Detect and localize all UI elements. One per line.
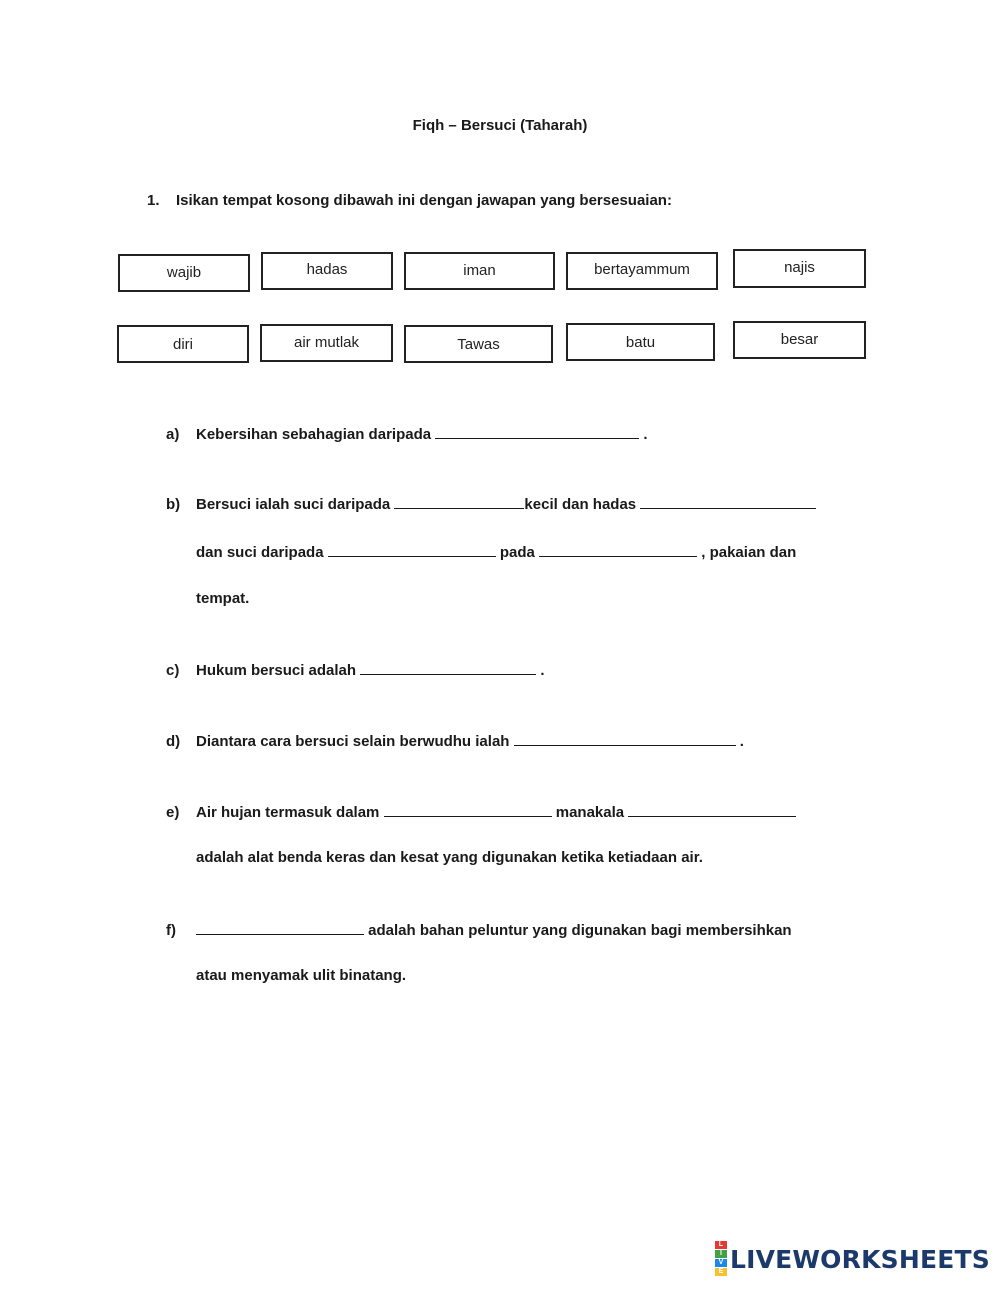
answer-blank-f1[interactable] [196,919,364,935]
question-e [166,801,796,823]
question-text: atau menyamak ulit binatang. [196,967,407,984]
word-box-bertayammum[interactable]: bertayammum [566,252,718,290]
instruction [147,192,672,209]
question-letter: b) [166,496,181,513]
question-letter: a) [166,426,180,443]
logo-letter: L [715,1241,727,1249]
question-text: . [739,733,744,750]
answer-blank-a1[interactable] [435,423,639,439]
answer-blank-c1[interactable] [360,659,536,675]
question-text: Hukum bersuci adalah [196,662,357,679]
question-a [166,423,648,445]
question-letter: c) [166,662,180,679]
question-text: adalah bahan peluntur yang digunakan bagi membersihkan [368,922,792,939]
question-text: . [643,426,648,443]
question-e-line2 [196,848,703,868]
answer-blank-b4[interactable] [539,541,697,557]
question-text: pada [499,544,535,561]
question-letter: d) [166,733,181,750]
answer-blank-e1[interactable] [384,801,552,817]
logo-letter: V [715,1259,727,1267]
question-text: kecil dan hadas [524,496,637,513]
word-box-wajib[interactable]: wajib [118,254,250,292]
question-text: Kebersihan sebahagian daripada [196,426,432,443]
answer-blank-b2[interactable] [640,493,816,509]
brand-name: LIVEWORKSHEETS [729,1244,990,1274]
word-box-iman[interactable]: iman [404,252,555,290]
instruction-number: 1. [147,192,160,209]
question-b-line3 [196,589,249,609]
answer-blank-d1[interactable] [514,730,736,746]
answer-blank-b3[interactable] [328,541,496,557]
question-b [166,493,816,515]
question-c [166,659,545,681]
answer-blank-e2[interactable] [628,801,796,817]
question-letter: f) [166,922,176,939]
answer-blank-b1[interactable] [394,493,524,509]
question-text: . [540,662,545,679]
liveworksheets-brand [715,1241,990,1277]
question-text: tempat. [196,590,250,607]
word-box-hadas[interactable]: hadas [261,252,393,290]
word-box-besar[interactable]: besar [733,321,866,359]
question-f-line2 [196,966,406,986]
question-text: Diantara cara bersuci selain berwudhu ialah [196,733,510,750]
question-f [166,919,792,941]
instruction-text: Isikan tempat kosong dibawah ini dengan jawapan yang bersesuaian: [176,192,672,209]
worksheet-title: Fiqh – Bersuci (Taharah) [412,117,588,134]
word-box-air-mutlak[interactable]: air mutlak [260,324,393,362]
word-box-tawas[interactable]: Tawas [404,325,553,363]
question-text: Bersuci ialah suci daripada [196,496,391,513]
question-text: dan suci daripada [196,544,324,561]
logo-letter: E [715,1268,727,1276]
question-text: , pakaian dan [701,544,797,561]
question-text: Air hujan termasuk dalam [196,804,380,821]
word-box-diri[interactable]: diri [117,325,249,363]
logo-letter: I [715,1250,727,1258]
question-text: manakala [555,804,625,821]
question-letter: e) [166,804,180,821]
question-d [166,730,744,752]
word-box-najis[interactable]: najis [733,249,866,288]
question-text: adalah alat benda keras dan kesat yang digunakan ketika ketiadaan air. [196,849,703,866]
liveworksheets-logo-icon [715,1241,727,1277]
question-b-line2 [196,541,796,563]
word-box-batu[interactable]: batu [566,323,715,361]
